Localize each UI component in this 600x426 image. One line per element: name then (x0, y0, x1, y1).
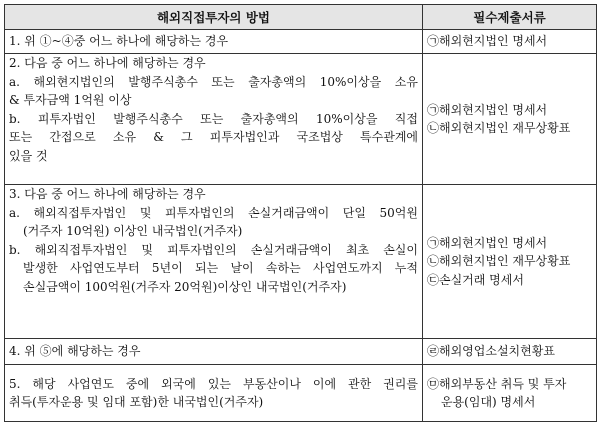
document-item: ㉡해외현지법인 재무상황표 (427, 254, 571, 269)
method-line: b. 피투자법인 발행주식총수 또는 출자총액의 10%이상을 직접 (9, 111, 418, 126)
documents-cell (423, 54, 597, 185)
method-line: a. 해외직접투자법인 및 피투자법인의 손실거래금액이 단일 50억원 (9, 205, 418, 220)
documents-cell (423, 30, 597, 54)
method-line: b. 해외직접투자법인 및 피투자법인의 손실거래금액이 최초 손실이 (9, 242, 418, 257)
method-cell (5, 365, 423, 422)
document-item: ㉡해외현지법인 재무상황표 (427, 121, 571, 136)
header-row (5, 5, 597, 30)
table-row (5, 185, 597, 338)
document-item: ㉢손실거래 명세서 (427, 272, 524, 287)
method-cell (5, 338, 423, 364)
table-row (5, 54, 597, 185)
method-line: a. 해외현지법인의 발행주식총수 또는 출자총액의 10%이상을 소유 (9, 74, 418, 89)
documents-cell (423, 365, 597, 422)
method-line: (거주자 10억원) 이상인 내국법인(거주자) (23, 224, 243, 239)
documents-cell (423, 185, 597, 338)
method-cell (5, 30, 423, 54)
header-method: 해외직접투자의 방법 (5, 5, 423, 30)
required-documents-table (4, 4, 597, 422)
table-row (5, 365, 597, 422)
table-row (5, 30, 597, 54)
method-line: 5. 해당 사업연도 중에 외국에 있는 부동산이나 이에 관한 권리를 (9, 376, 418, 391)
document-item: 운용(임대) 명세서 (441, 395, 536, 410)
document-item: ㉣해외영업소설치현황표 (427, 344, 555, 359)
header-documents: 필수제출서류 (423, 5, 597, 30)
method-line: 3. 다음 중 어느 하나에 해당하는 경우 (9, 187, 206, 202)
document-item: ㉠해외현지법인 명세서 (427, 34, 548, 49)
document-item: ㉤해외부동산 취득 및 투자 (427, 376, 567, 391)
method-line: 1. 위 ①~④중 어느 하나에 해당하는 경우 (9, 34, 229, 49)
documents-cell (423, 338, 597, 364)
method-line: 손실금액이 100억원(거주자 20억원)이상인 내국법인(거주자) (23, 279, 347, 294)
method-line: 또는 간접으로 소유 & 그 피투자법인과 국조법상 특수관계에 (9, 130, 418, 145)
document-item: ㉠해외현지법인 명세서 (427, 102, 548, 117)
method-line: 있을 것 (9, 148, 48, 163)
document-item: ㉠해외현지법인 명세서 (427, 235, 548, 250)
method-line: 발생한 사업연도부터 5년이 되는 날이 속하는 사업연도까지 누적 (23, 261, 418, 276)
method-line: 취득(투자운용 및 임대 포함)한 내국법인(거주자) (9, 395, 264, 410)
table-row (5, 338, 597, 364)
method-cell (5, 54, 423, 185)
method-line: 2. 다음 중 어느 하나에 해당하는 경우 (9, 56, 206, 71)
method-cell (5, 185, 423, 338)
method-line: 4. 위 ⑤에 해당하는 경우 (9, 344, 141, 359)
method-line: & 투자금액 1억원 이상 (9, 93, 132, 108)
